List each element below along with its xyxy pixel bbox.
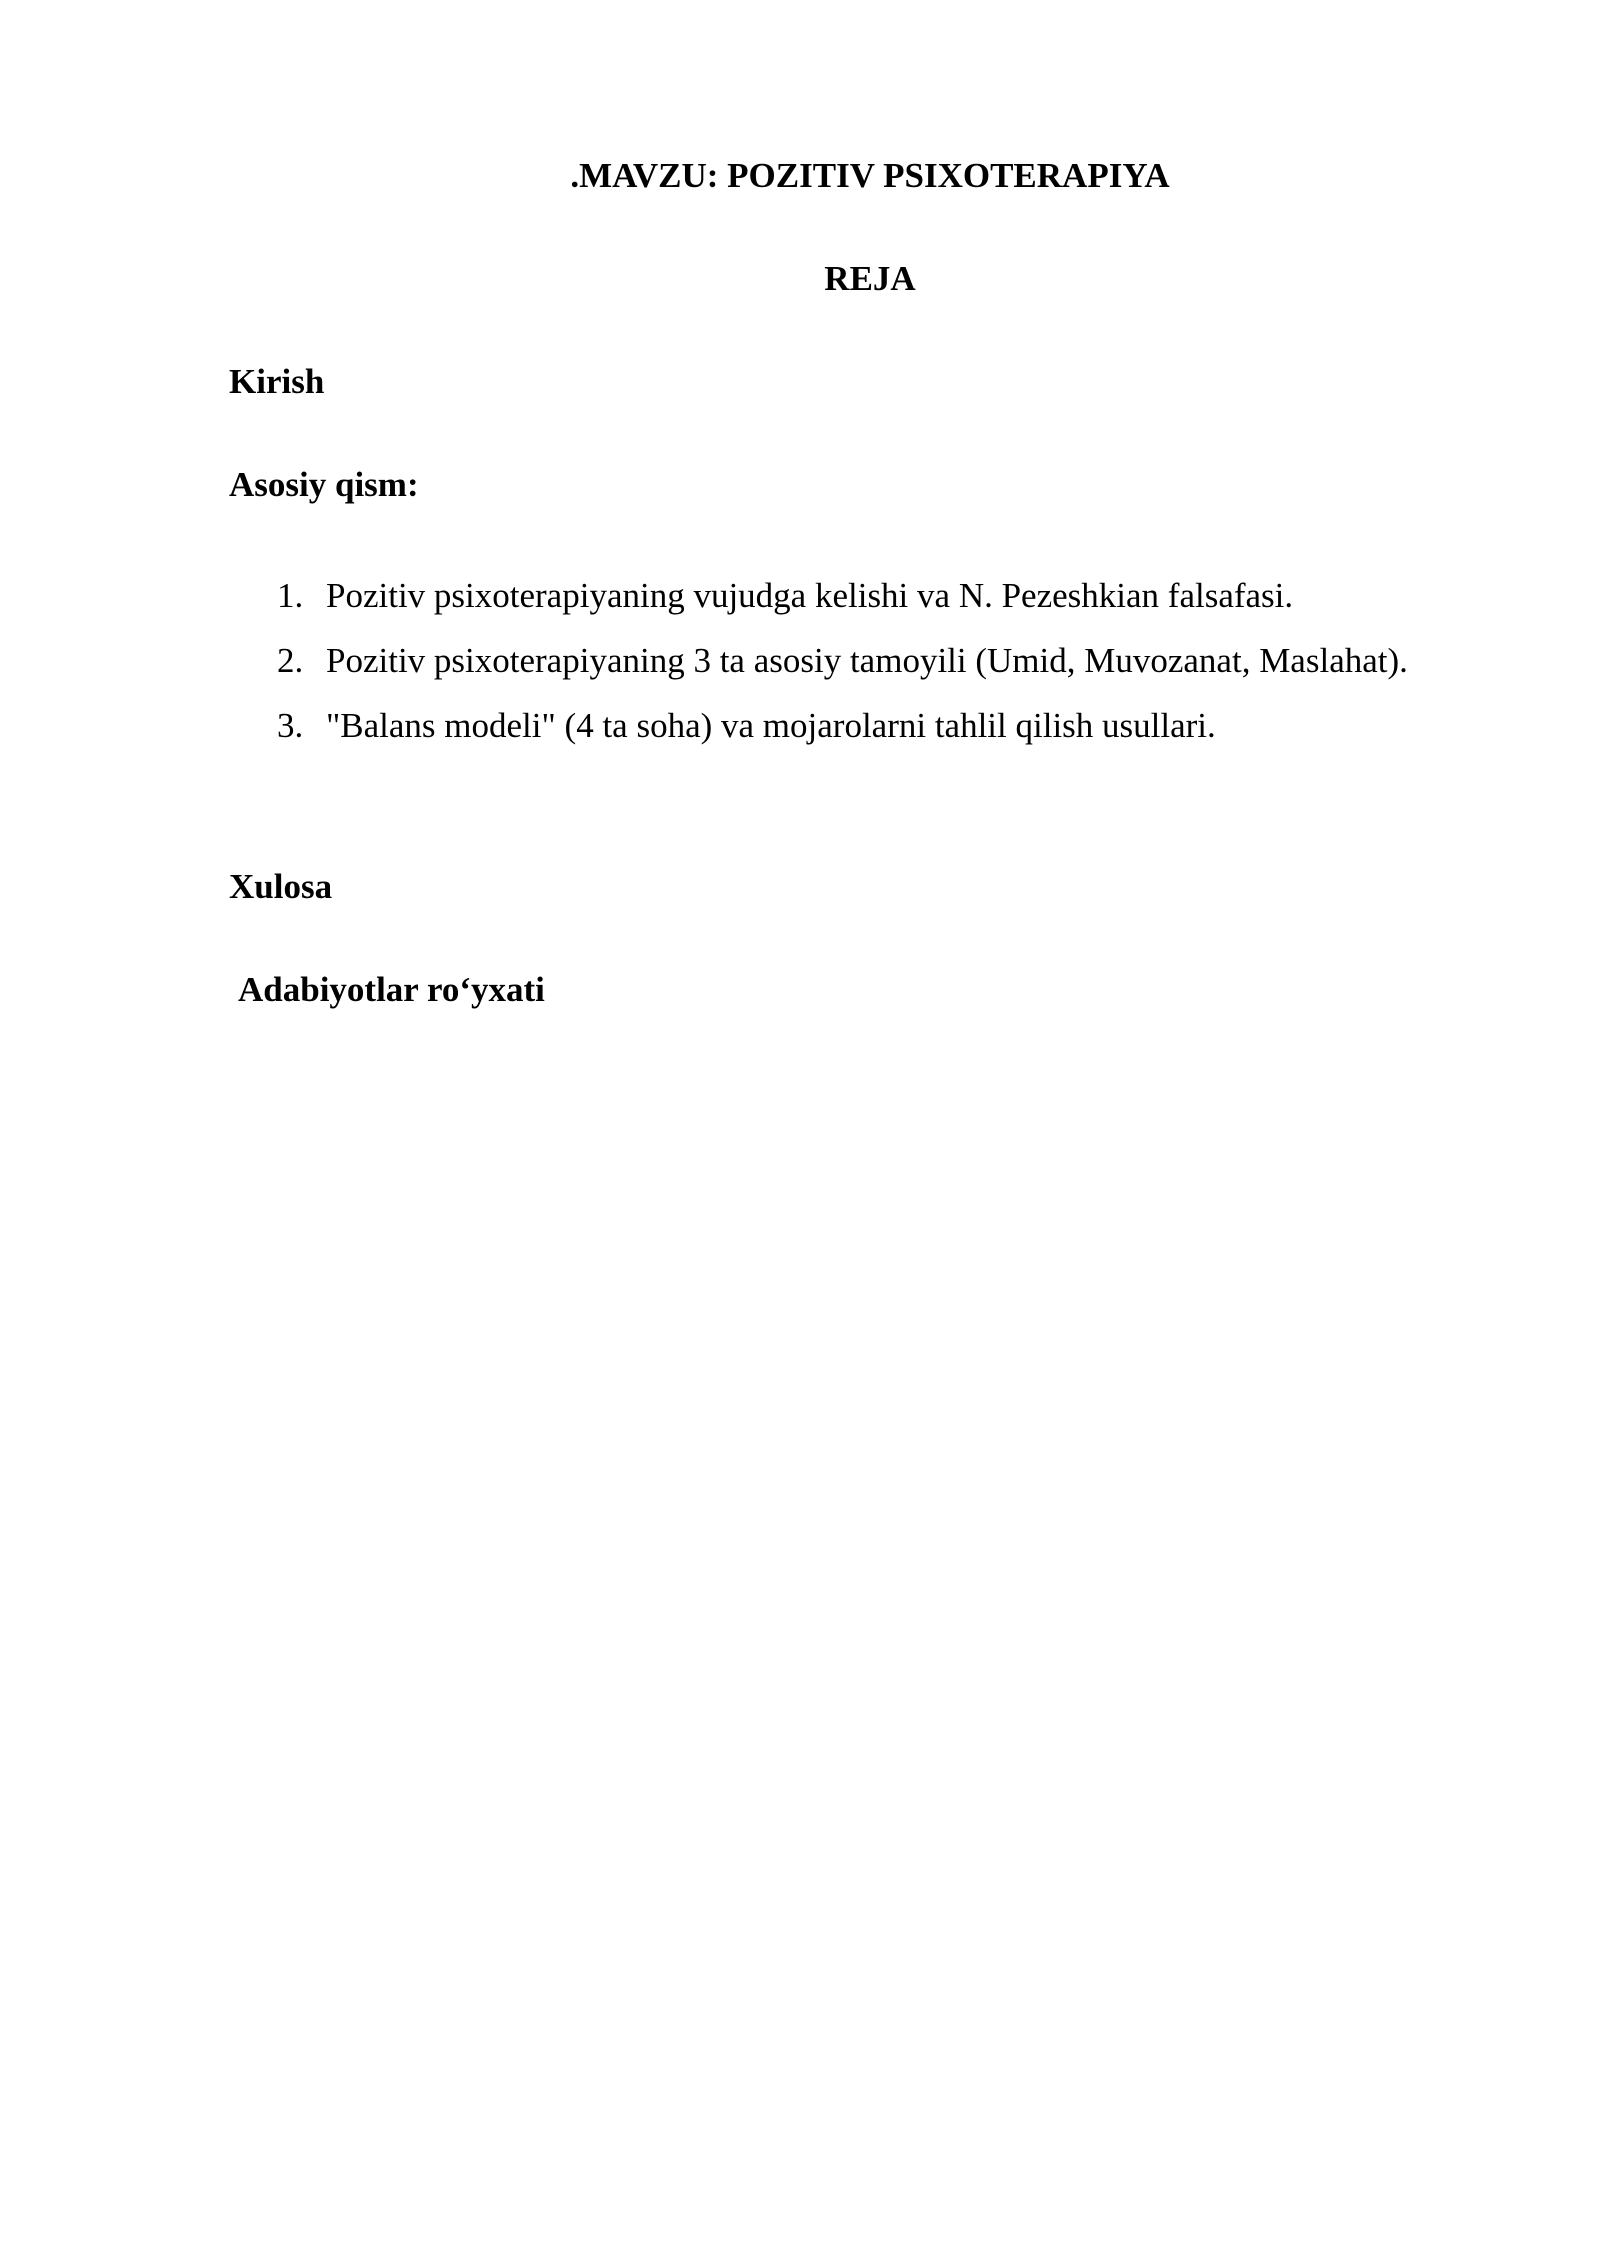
- main-part-heading: Asosiy qism:: [229, 465, 419, 504]
- list-item: [229, 563, 1487, 628]
- list-item-number: 2.: [277, 641, 304, 680]
- list-item-text: Pozitiv psixoterapiyaning vujudga kelishi va N. Pezeshkian falsafasi.: [326, 576, 1294, 615]
- plan-list: [229, 563, 1487, 758]
- list-item-number: 3.: [277, 706, 304, 745]
- references-heading: Adabiyotlar ro‘yxati: [238, 970, 545, 1009]
- list-item-text: Pozitiv psixoterapiyaning 3 ta asosiy tamoyili (Umid, Muvozanat, Maslahat).: [326, 641, 1408, 680]
- list-item-text: "Balans modeli" (4 ta soha) va mojarolarni tahlil qilish usullari.: [326, 706, 1216, 745]
- list-item: [229, 628, 1487, 693]
- list-item-number: 1.: [277, 576, 304, 615]
- intro-heading: Kirish: [229, 362, 325, 401]
- document-title: .MAVZU: POZITIV PSIXOTERAPIYA: [570, 156, 1170, 195]
- list-item: [229, 693, 1487, 758]
- plan-heading: REJA: [824, 259, 916, 298]
- conclusion-heading: Xulosa: [229, 867, 333, 906]
